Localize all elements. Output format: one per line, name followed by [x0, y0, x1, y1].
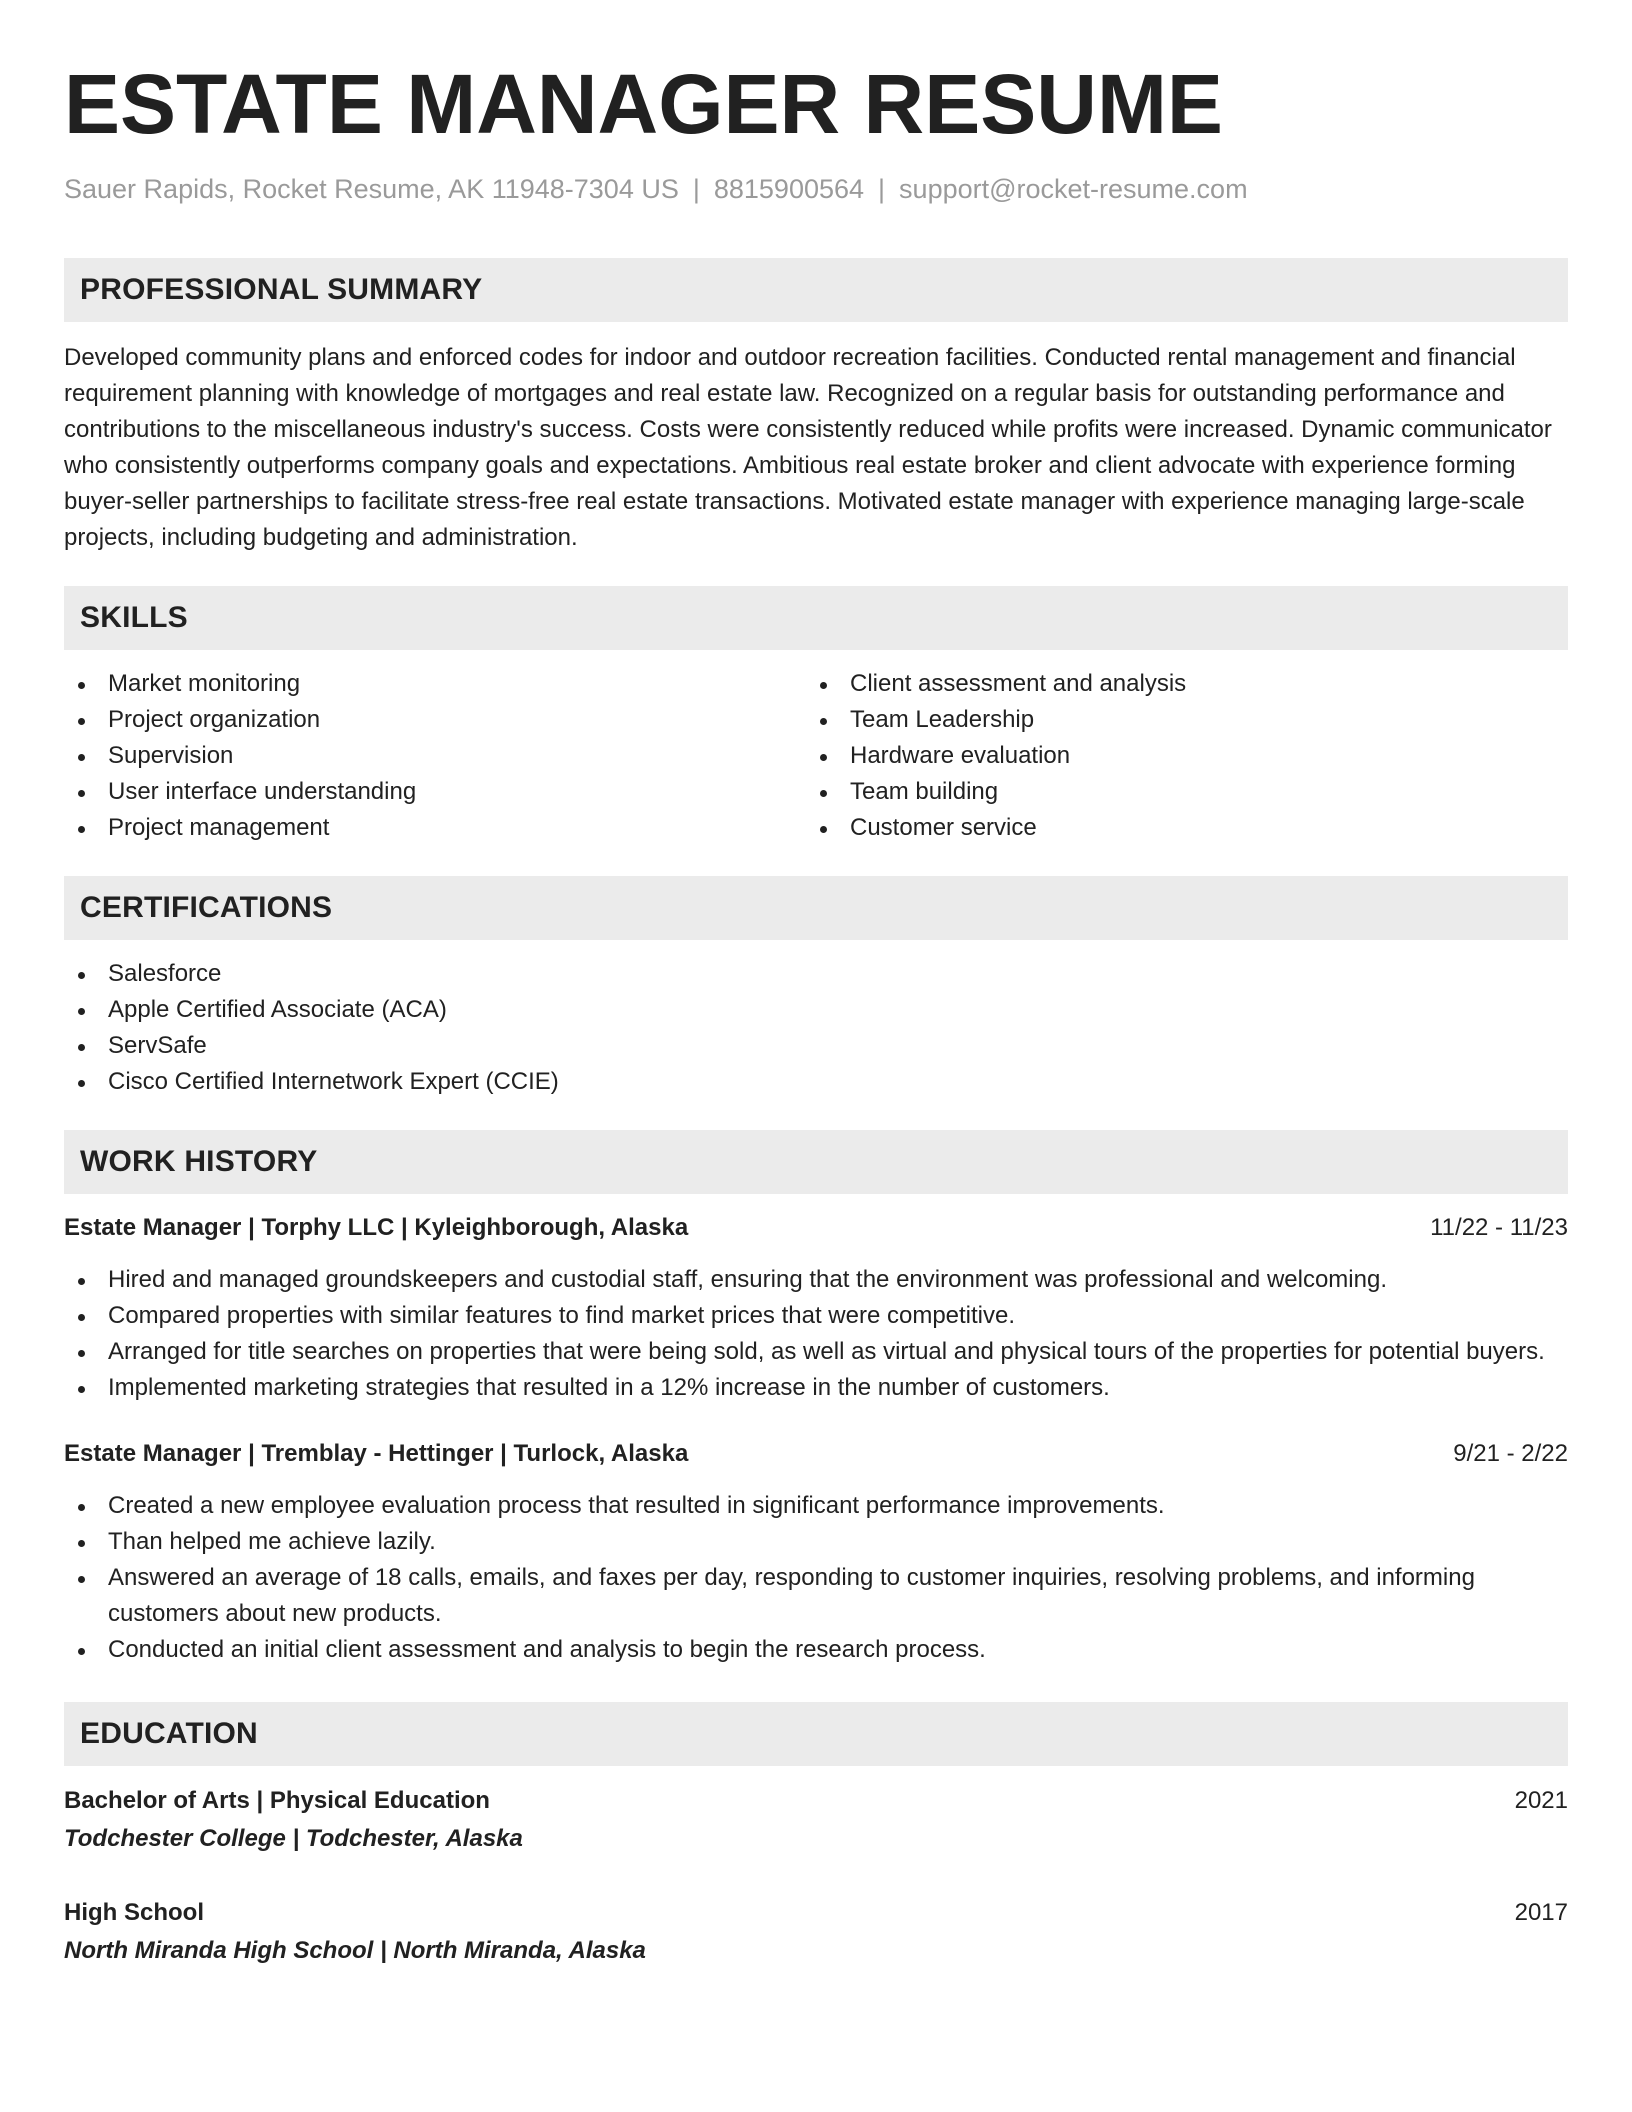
education-school: Todchester College | Todchester, Alaska: [64, 1825, 523, 1852]
work-section-header: [64, 1130, 1568, 1194]
education-header: [64, 1894, 1568, 1932]
skills-column-right: [806, 666, 1548, 846]
education-school: North Miranda High School | North Miranda, Alaska: [64, 1937, 646, 1964]
job-bullet: Created a new employee evaluation process that resulted in significant performance improvements.: [64, 1488, 1568, 1524]
education-year: 2017: [1514, 1899, 1568, 1926]
certifications-section-header: [64, 876, 1568, 940]
contact-line: [64, 172, 1568, 206]
job-bullet: Compared properties with similar features to find market prices that were competitive.: [64, 1298, 1568, 1334]
skill-item: User interface understanding: [64, 774, 806, 810]
education-year: 2021: [1514, 1787, 1568, 1814]
job-entry: [64, 1436, 1568, 1668]
job-dates: 11/22 - 11/23: [1430, 1214, 1568, 1241]
job-header: [64, 1436, 1568, 1472]
certification-item: Apple Certified Associate (ACA): [64, 992, 1568, 1028]
education-entry: [64, 1782, 1568, 1858]
education-entry: [64, 1894, 1568, 1970]
contact-email: support@rocket-resume.com: [899, 174, 1248, 204]
certification-item: ServSafe: [64, 1028, 1568, 1064]
certifications-heading: CERTIFICATIONS: [80, 891, 333, 924]
job-bullet: Conducted an initial client assessment and analysis to begin the research process.: [64, 1632, 1568, 1668]
job-bullet: Arranged for title searches on properties that were being sold, as well as virtual and physical tours of the properties for potential buyers.: [64, 1334, 1568, 1370]
education-section-header: [64, 1702, 1568, 1766]
skill-item: Customer service: [806, 810, 1548, 846]
education-header: [64, 1782, 1568, 1820]
job-dates: 9/21 - 2/22: [1453, 1440, 1568, 1467]
skill-item: Team Leadership: [806, 702, 1548, 738]
job-header: [64, 1210, 1568, 1246]
job-bullet: Answered an average of 18 calls, emails, and faxes per day, responding to customer inquiries, resolving problems, and informing customers about new products.: [64, 1560, 1568, 1632]
summary-heading: PROFESSIONAL SUMMARY: [80, 273, 483, 306]
skills-heading: SKILLS: [80, 601, 188, 634]
job-bullets: [64, 1488, 1568, 1668]
work-heading: WORK HISTORY: [80, 1145, 318, 1178]
skill-item: Project management: [64, 810, 806, 846]
certification-item: Salesforce: [64, 956, 1568, 992]
job-bullets: [64, 1262, 1568, 1406]
skill-item: Team building: [806, 774, 1548, 810]
summary-text: Developed community plans and enforced codes for indoor and outdoor recreation facilities. Conducted rental management and financial requirement planning with knowledge of mortgages and real estate law. Recognized on a regular basis for outstanding performance and contributions to the miscellaneous industry's success. Costs were consistently reduced while profits were increased. Dynamic communicator who consistently outperforms company goals and expectations. Ambitious real estate broker and client advocate with experience forming buyer-seller partnerships to facilitate stress-free real estate transactions. Motivated estate manager with experience managing large-scale projects, including budgeting and administration.: [64, 344, 1552, 551]
job-bullet: Hired and managed groundskeepers and custodial staff, ensuring that the environment was professional and welcoming.: [64, 1262, 1568, 1298]
skill-item: Hardware evaluation: [806, 738, 1548, 774]
skill-item: Market monitoring: [64, 666, 806, 702]
skill-item: Supervision: [64, 738, 806, 774]
skill-item: Project organization: [64, 702, 806, 738]
job-entry: [64, 1210, 1568, 1406]
contact-separator: |: [692, 174, 700, 204]
resume-title: ESTATE MANAGER RESUME: [64, 57, 1223, 151]
job-bullet: Than helped me achieve lazily.: [64, 1524, 1568, 1560]
education-heading: EDUCATION: [80, 1717, 258, 1750]
certifications-list: [64, 956, 1568, 1100]
certification-item: Cisco Certified Internetwork Expert (CCIE): [64, 1064, 1568, 1100]
job-title: Estate Manager | Tremblay - Hettinger | Turlock, Alaska: [64, 1440, 689, 1467]
contact-address: Sauer Rapids, Rocket Resume, AK 11948-7304 US: [64, 174, 679, 204]
summary-section-header: [64, 258, 1568, 322]
education-degree: Bachelor of Arts | Physical Education: [64, 1787, 490, 1814]
resume-page: [64, 56, 1568, 1970]
contact-separator: |: [878, 174, 886, 204]
job-bullet: Implemented marketing strategies that resulted in a 12% increase in the number of customers.: [64, 1370, 1568, 1406]
job-title: Estate Manager | Torphy LLC | Kyleighborough, Alaska: [64, 1214, 689, 1241]
skills-section-header: [64, 586, 1568, 650]
contact-phone: 8815900564: [713, 174, 865, 204]
skill-item: Client assessment and analysis: [806, 666, 1548, 702]
skills-column-left: [64, 666, 806, 846]
skills-list: [64, 666, 1568, 846]
education-degree: High School: [64, 1899, 204, 1926]
